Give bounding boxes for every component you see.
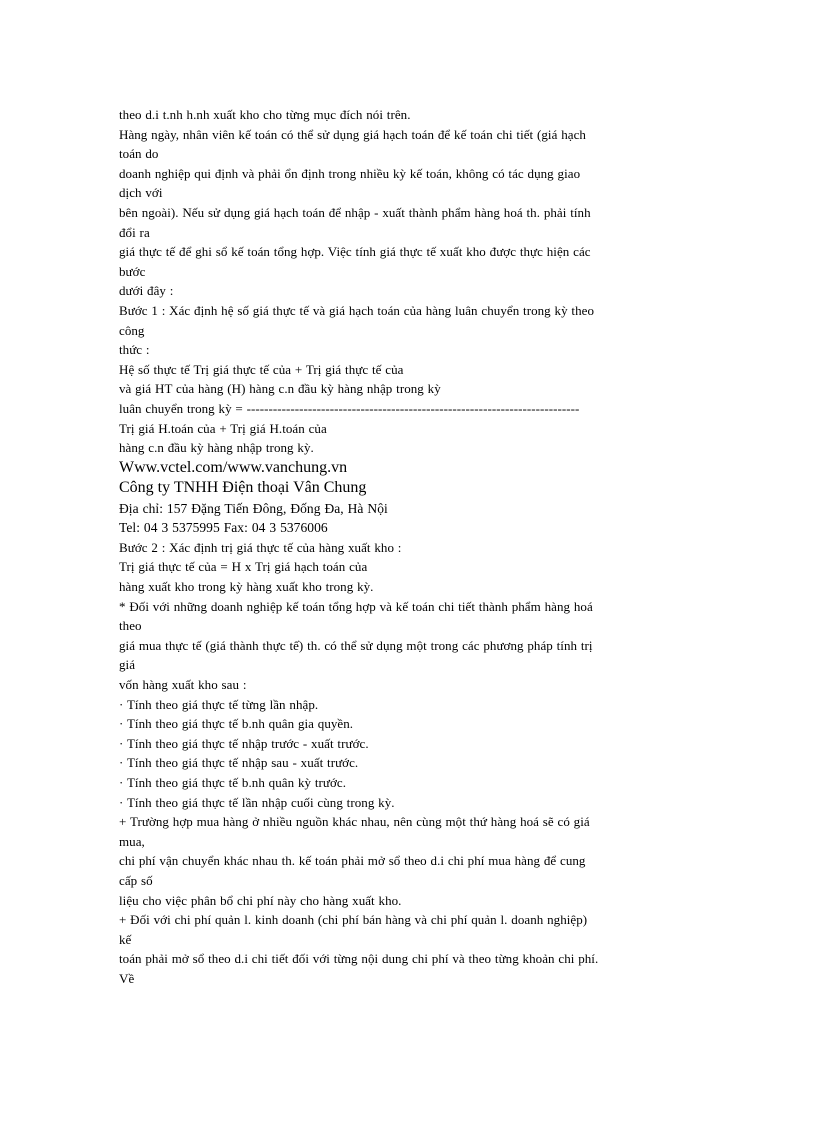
list-item: · Tính theo giá thực tế b.nh quân gia quyền. xyxy=(119,716,354,732)
text-line: toán do xyxy=(119,146,159,162)
text-line: Hàng ngày, nhân viên kế toán có thể sử dụng giá hạch toán để kế toán chi tiết (giá hạch xyxy=(119,126,586,142)
list-item: · Tính theo giá thực tế nhập trước - xuất trước. xyxy=(119,735,369,751)
text-line: Về xyxy=(119,970,135,986)
formula-line: Trị giá thực tế của = H x Trị giá hạch toán của xyxy=(119,559,368,575)
formula-line: Hệ số thực tế Trị giá thực tế của + Trị giá thực tế của xyxy=(119,361,404,377)
text-line: dưới đây : xyxy=(119,283,174,299)
company-address: Địa chỉ: 157 Đặng Tiến Đông, Đống Đa, Hà Nội xyxy=(119,500,388,516)
document-body xyxy=(119,105,691,989)
list-item: · Tính theo giá thực tế từng lần nhập. xyxy=(119,696,319,712)
company-name: Công ty TNHH Điện thoại Vân Chung xyxy=(119,479,367,497)
text-line: chi phí vận chuyển khác nhau th. kế toán phải mở sổ theo d.i chi phí mua hàng để cung xyxy=(119,853,586,869)
text-line: bước xyxy=(119,263,146,279)
text-line: + Đối với chi phí quản l. kinh doanh (chi phí bán hàng và chi phí quản l. doanh nghiệp) xyxy=(119,912,588,928)
list-item: · Tính theo giá thực tế b.nh quân kỳ trước. xyxy=(119,775,347,790)
formula-line: luân chuyển trong kỳ = ---------------------------------------------------------------------------- xyxy=(119,400,580,416)
text-line: giá thực tế để ghi sổ kế toán tổng hợp. Việc tính giá thực tế xuất kho được thực hiện các xyxy=(119,244,591,260)
text-line: kế xyxy=(119,931,132,947)
text-line: cấp số xyxy=(119,872,153,888)
text-line: giá mua thực tế (giá thành thực tế) th. có thể sử dụng một trong các phương pháp tính trị xyxy=(119,637,593,653)
text-line: thức : xyxy=(119,342,150,358)
text-line: mua, xyxy=(119,833,145,849)
text-line: Bước 1 : Xác định hệ số giá thực tế và giá hạch toán của hàng luân chuyển trong kỳ theo xyxy=(119,302,595,318)
formula-line: hàng xuất kho trong kỳ hàng xuất kho trong kỳ. xyxy=(119,579,374,595)
text-line: theo d.i t.nh h.nh xuất kho cho từng mục đích nói trên. xyxy=(119,107,411,122)
company-phone: Tel: 04 3 5375995 Fax: 04 3 5376006 xyxy=(119,520,328,536)
formula-line: Trị giá H.toán của + Trị giá H.toán của xyxy=(119,420,327,436)
list-item: · Tính theo giá thực tế lần nhập cuối cùng trong kỳ. xyxy=(119,794,395,810)
text-line: liệu cho việc phân bổ chi phí này cho hàng xuất kho. xyxy=(119,892,402,908)
text-line: bên ngoài). Nếu sử dụng giá hạch toán để nhập - xuất thành phẩm hàng hoá th. phải tính xyxy=(119,204,591,220)
text-line: đổi ra xyxy=(119,224,150,240)
text-line: dịch với xyxy=(119,185,163,201)
formula-line: và giá HT của hàng (H) hàng c.n đầu kỳ hàng nhập trong kỳ xyxy=(119,381,441,397)
website-line: Www.vctel.com/www.vanchung.vn xyxy=(119,458,348,476)
text-line: Bước 2 : Xác định trị giá thực tế của hàng xuất kho : xyxy=(119,539,402,555)
formula-line: hàng c.n đầu kỳ hàng nhập trong kỳ. xyxy=(119,440,314,456)
list-item: · Tính theo giá thực tế nhập sau - xuất trước. xyxy=(119,755,359,771)
text-line: giá xyxy=(119,657,136,673)
text-line: vốn hàng xuất kho sau : xyxy=(119,677,247,693)
text-line: theo xyxy=(119,618,142,634)
text-line: toán phải mở sổ theo d.i chi tiết đối với từng nội dung chi phí và theo từng khoản chi phí. xyxy=(119,951,599,967)
text-line: doanh nghiệp qui định và phải ổn định trong nhiều kỳ kế toán, không có tác dụng giao xyxy=(119,165,581,181)
text-line: * Đối với những doanh nghiệp kế toán tổng hợp và kế toán chi tiết thành phẩm hàng hoá xyxy=(119,598,593,614)
text-line: + Trường hợp mua hàng ở nhiều nguồn khác nhau, nên cùng một thứ hàng hoá sẽ có giá xyxy=(119,814,590,830)
text-line: công xyxy=(119,322,145,338)
